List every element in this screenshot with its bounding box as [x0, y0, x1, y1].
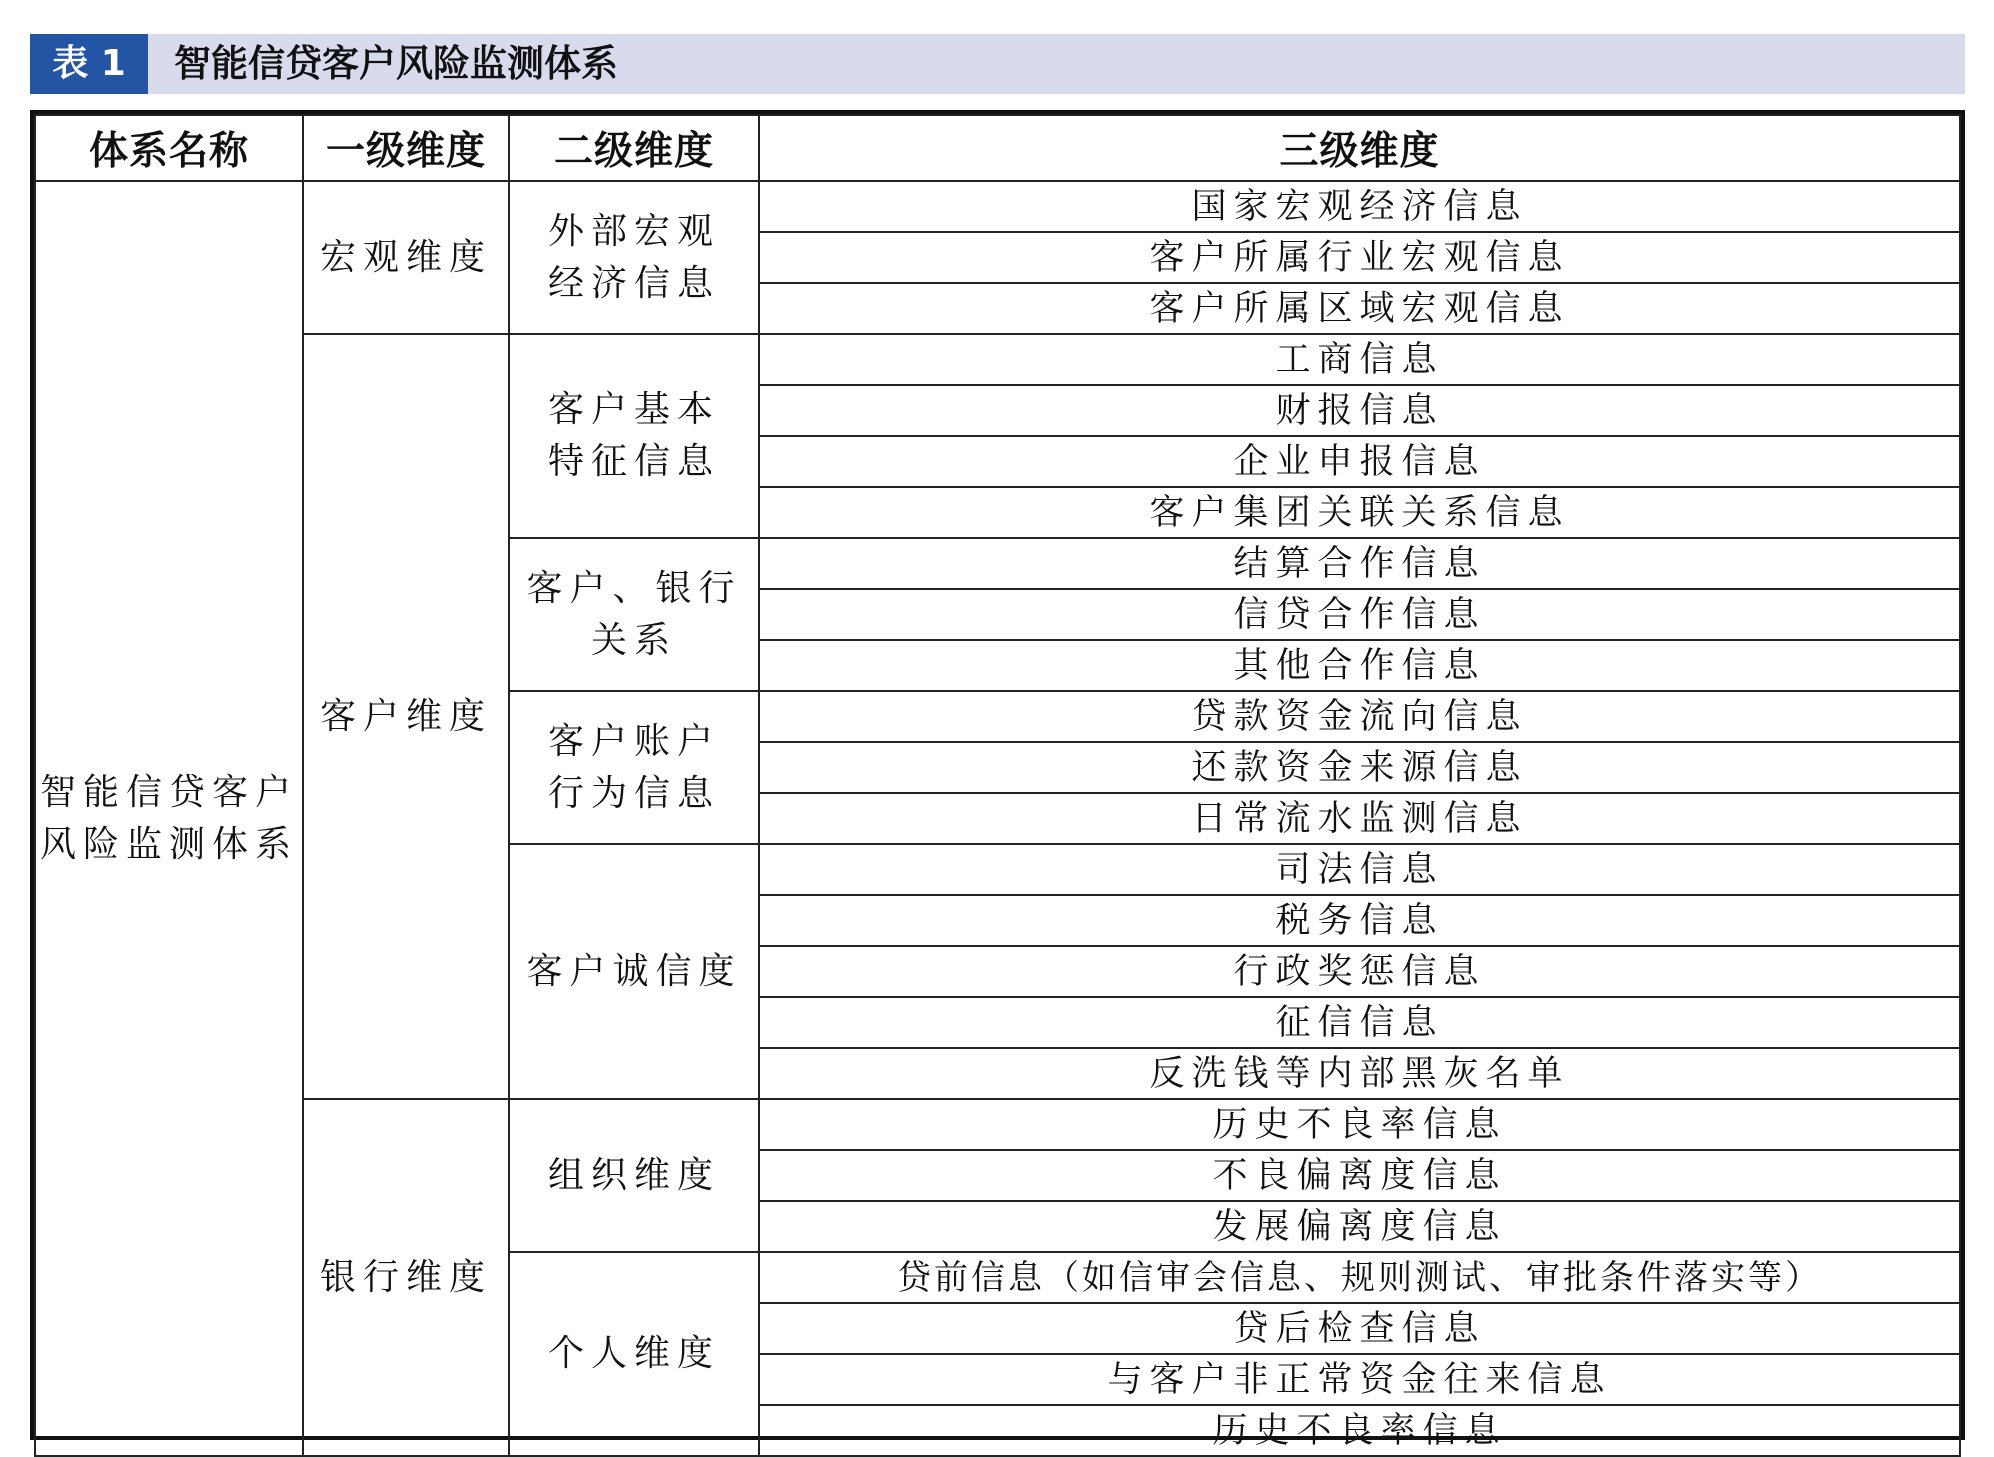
table-title: 智能信贷客户风险监测体系 — [174, 42, 618, 85]
system-name-cell — [35, 181, 303, 1456]
level3-cell: 发展偏离度信息 — [759, 1201, 1960, 1252]
level2-line: 客户基本 — [547, 389, 720, 430]
level3-cell: 税务信息 — [759, 895, 1960, 946]
level1-bank-cell: 银行维度 — [303, 1099, 509, 1456]
table-row — [35, 334, 1960, 385]
level3-cell: 贷前信息（如信审会信息、规则测试、审批条件落实等） — [759, 1252, 1960, 1303]
header-level3: 三级维度 — [759, 115, 1960, 181]
table-row — [35, 1099, 1960, 1150]
system-name-line: 智能信贷客户 — [39, 771, 298, 813]
level2-integrity-cell: 客户诚信度 — [509, 844, 759, 1099]
level3-cell: 历史不良率信息 — [759, 1405, 1960, 1456]
level3-cell: 历史不良率信息 — [759, 1099, 1960, 1150]
level1-customer-cell: 客户维度 — [303, 334, 509, 1099]
level2-basic-cell — [509, 334, 759, 538]
level1-macro-cell: 宏观维度 — [303, 181, 509, 334]
level3-cell: 反洗钱等内部黑灰名单 — [759, 1048, 1960, 1099]
table-number-tag: 表 1 — [30, 34, 148, 94]
data-table — [34, 114, 1961, 1457]
level3-cell: 征信信息 — [759, 997, 1960, 1048]
level3-cell: 贷款资金流向信息 — [759, 691, 1960, 742]
level3-cell: 日常流水监测信息 — [759, 793, 1960, 844]
level2-line: 行为信息 — [547, 772, 720, 814]
level2-line: 特征信息 — [547, 441, 720, 482]
level3-cell: 企业申报信息 — [759, 436, 1960, 487]
level3-cell: 不良偏离度信息 — [759, 1150, 1960, 1201]
system-name-line: 风险监测体系 — [39, 823, 298, 865]
table-caption-bar — [30, 34, 1965, 94]
level3-cell: 工商信息 — [759, 334, 1960, 385]
level3-cell: 贷后检查信息 — [759, 1303, 1960, 1354]
level3-cell: 客户所属行业宏观信息 — [759, 232, 1960, 283]
level3-cell: 结算合作信息 — [759, 538, 1960, 589]
level3-cell: 信贷合作信息 — [759, 589, 1960, 640]
risk-monitoring-table — [30, 110, 1965, 1451]
level3-cell: 行政奖惩信息 — [759, 946, 1960, 997]
level3-cell: 财报信息 — [759, 385, 1960, 436]
level3-cell: 客户集团关联关系信息 — [759, 487, 1960, 538]
level3-cell: 其他合作信息 — [759, 640, 1960, 691]
header-level2: 二级维度 — [509, 115, 759, 181]
level3-cell: 与客户非正常资金往来信息 — [759, 1354, 1960, 1405]
header-system-name: 体系名称 — [35, 115, 303, 181]
level3-cell: 国家宏观经济信息 — [759, 181, 1960, 232]
level2-line: 关系 — [590, 619, 677, 661]
table-header-row — [35, 115, 1960, 181]
level2-relation-cell — [509, 538, 759, 691]
level2-line: 客户、银行 — [526, 567, 742, 609]
level2-org-cell: 组织维度 — [509, 1099, 759, 1252]
level2-account-cell — [509, 691, 759, 844]
table-row — [35, 181, 1960, 232]
level2-external-cell — [509, 181, 759, 334]
level2-line: 外部宏观 — [547, 210, 720, 252]
level3-cell: 还款资金来源信息 — [759, 742, 1960, 793]
level3-cell: 客户所属区域宏观信息 — [759, 283, 1960, 334]
level2-personal-cell: 个人维度 — [509, 1252, 759, 1456]
header-level1: 一级维度 — [303, 115, 509, 181]
level2-line: 客户账户 — [547, 720, 720, 762]
level2-line: 经济信息 — [547, 262, 720, 304]
level3-cell: 司法信息 — [759, 844, 1960, 895]
